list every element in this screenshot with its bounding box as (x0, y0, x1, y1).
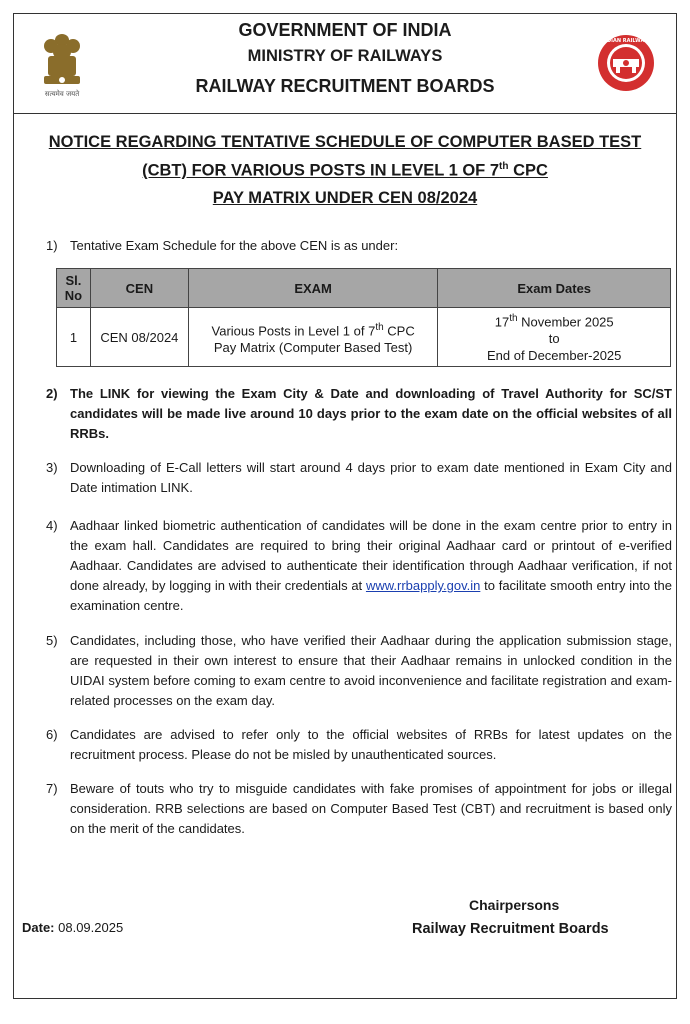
item-text: Downloading of E-Call letters will start around 4 days prior to exam date mentioned in Exam City and Date intimation LINK. (70, 460, 672, 495)
header-divider (13, 113, 677, 114)
notice-date (22, 920, 123, 935)
notice-item-6 (46, 725, 672, 765)
column-header-cen: CEN (90, 269, 188, 308)
cell-sl: 1 (57, 308, 91, 367)
date-label: Date: (22, 920, 55, 935)
table-row (57, 308, 671, 367)
header-boards: RAILWAY RECRUITMENT BOARDS (195, 76, 495, 96)
date-value: 08.09.2025 (54, 920, 124, 935)
exam-schedule-table (56, 268, 671, 367)
item-text: Candidates are advised to refer only to the official websites of RRBs for latest updates on the recruitment process. Please do not be misled by unauthenticated sources. (70, 727, 672, 762)
item-number: 7) (46, 781, 58, 796)
notice-item-3 (46, 458, 672, 498)
item-number: 6) (46, 727, 58, 742)
item-number: 3) (46, 460, 58, 475)
notice-item-4 (46, 516, 672, 616)
item-number: 4) (46, 518, 58, 533)
header-ministry: MINISTRY OF RAILWAYS (247, 47, 443, 65)
notice-item-5 (46, 631, 672, 711)
item-number: 1) (46, 238, 58, 253)
logo-text: INDIAN RAILWAYS (600, 38, 652, 44)
cell-cen: CEN 08/2024 (90, 308, 188, 367)
cell-exam: Various Posts in Level 1 of 7th CPC Pay Matrix (Computer Based Test) (188, 308, 438, 367)
column-header-exam: EXAM (188, 269, 438, 308)
emblem-caption: सत्यमेव जयते (44, 90, 80, 98)
column-header-dates: Exam Dates (438, 269, 671, 308)
item-text: Beware of touts who try to misguide candidates with fake promises of appointment for jobs or illegal consideration. RRB selections are based on Computer Based Test (CBT) and recruitment is based only on the merit of the candidates. (70, 781, 672, 836)
item-number: 5) (46, 633, 58, 648)
column-header-sl: Sl. No (57, 269, 91, 308)
notice-item-7 (46, 779, 672, 839)
notice-title-line2: (CBT) FOR VARIOUS POSTS IN LEVEL 1 OF 7th CPC (142, 161, 548, 180)
cell-exam-dates: 17th November 2025 to End of December-2025 (438, 308, 671, 367)
item-text: The LINK for viewing the Exam City & Date and downloading of Travel Authority for SC/ST candidates will be made live around 10 days prior to the exam date on the official websites of all RRBs. (70, 386, 672, 441)
notice-title-line1: NOTICE REGARDING TENTATIVE SCHEDULE OF COMPUTER BASED TEST (48, 133, 642, 151)
item-text: Candidates, including those, who have verified their Aadhaar during the application submission stage, are requested in their own interest to ensure that their Aadhaar remains in unlocked condition in the UIDAI system before coming to exam centre to avoid inconvenience and facilitate registration and exam-related processes on the exam day. (70, 633, 672, 708)
notice-title-line3: PAY MATRIX UNDER CEN 08/2024 (212, 189, 478, 207)
item-number: 2) (46, 386, 58, 401)
rrbapply-link[interactable]: www.rrbapply.gov.in (365, 578, 481, 593)
signatory-title: Chairpersons (469, 897, 560, 913)
intro-text: Tentative Exam Schedule for the above CEN is as under: (70, 238, 399, 253)
signatory-organisation: Railway Recruitment Boards (412, 921, 609, 937)
item-text: Aadhaar linked biometric authentication of candidates will be done in the exam centre prior to entry in the exam hall. Candidates are required to bring their original Aadhaar card or printout of e-verified Aadhaar. Candidates are advised to authenticate their identification through Aadhaar verification, if not done already, by logging in with their credentials at www.rrbapply.gov.in to facilitate smooth entry into the examination centre. (70, 518, 672, 613)
table-header-row (57, 269, 671, 308)
header-government: GOVERNMENT OF INDIA (238, 20, 452, 40)
notice-item-2 (46, 384, 672, 444)
intro-item (46, 238, 398, 253)
